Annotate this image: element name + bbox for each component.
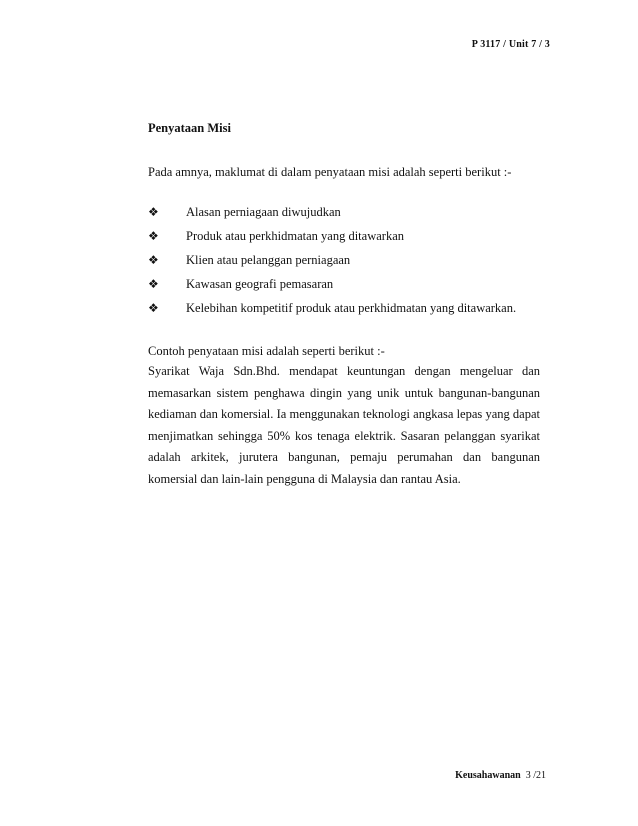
list-item bbox=[148, 202, 540, 226]
list-item bbox=[148, 226, 540, 250]
section-intro: Pada amnya, maklumat di dalam penyataan misi adalah seperti berikut :- bbox=[148, 165, 512, 179]
list-item-text: Alasan perniagaan diwujudkan bbox=[186, 205, 341, 219]
diamond-bullet-icon: ❖ bbox=[148, 253, 159, 267]
list-item bbox=[148, 298, 540, 322]
diamond-bullet-icon: ❖ bbox=[148, 277, 159, 291]
example-paragraph: Syarikat Waja Sdn.Bhd. mendapat keuntungan dengan mengeluar dan memasarkan sistem penghawa dingin yang unik untuk bangunan-bangunan kediaman dan komersial. Ia menggunakan teknologi angkasa lepas yang dapat menjimatkan sehingga 50% kos tenaga elektrik. Sasaran pelanggan syarikat adalah arkitek, jurutera bangunan, pemaju perumahan dan bangunan komersial dan lain-lain pengguna di Malaysia dan rantau Asia. bbox=[148, 364, 540, 486]
mission-items-list bbox=[148, 202, 540, 322]
diamond-bullet-icon: ❖ bbox=[148, 205, 159, 219]
list-item-text: Kawasan geografi pemasaran bbox=[186, 277, 334, 291]
example-intro: Contoh penyataan misi adalah seperti berikut :- bbox=[148, 344, 385, 358]
page-header-code: P 3117 / Unit 7 / 3 bbox=[471, 39, 550, 50]
diamond-bullet-icon: ❖ bbox=[148, 301, 159, 315]
list-item-text: Klien atau pelanggan perniagaan bbox=[186, 253, 351, 267]
section-title: Penyataan Misi bbox=[148, 121, 231, 135]
list-item bbox=[148, 274, 540, 298]
page-content bbox=[148, 118, 540, 490]
footer-page-number: 3 /21 bbox=[525, 770, 546, 781]
list-item bbox=[148, 250, 540, 274]
footer-course-name: Keusahawanan bbox=[455, 770, 521, 781]
page-footer bbox=[455, 770, 546, 781]
list-item-text: Kelebihan kompetitif produk atau perkhidmatan yang ditawarkan. bbox=[186, 301, 517, 315]
list-item-text: Produk atau perkhidmatan yang ditawarkan bbox=[186, 229, 404, 243]
diamond-bullet-icon: ❖ bbox=[148, 229, 159, 243]
